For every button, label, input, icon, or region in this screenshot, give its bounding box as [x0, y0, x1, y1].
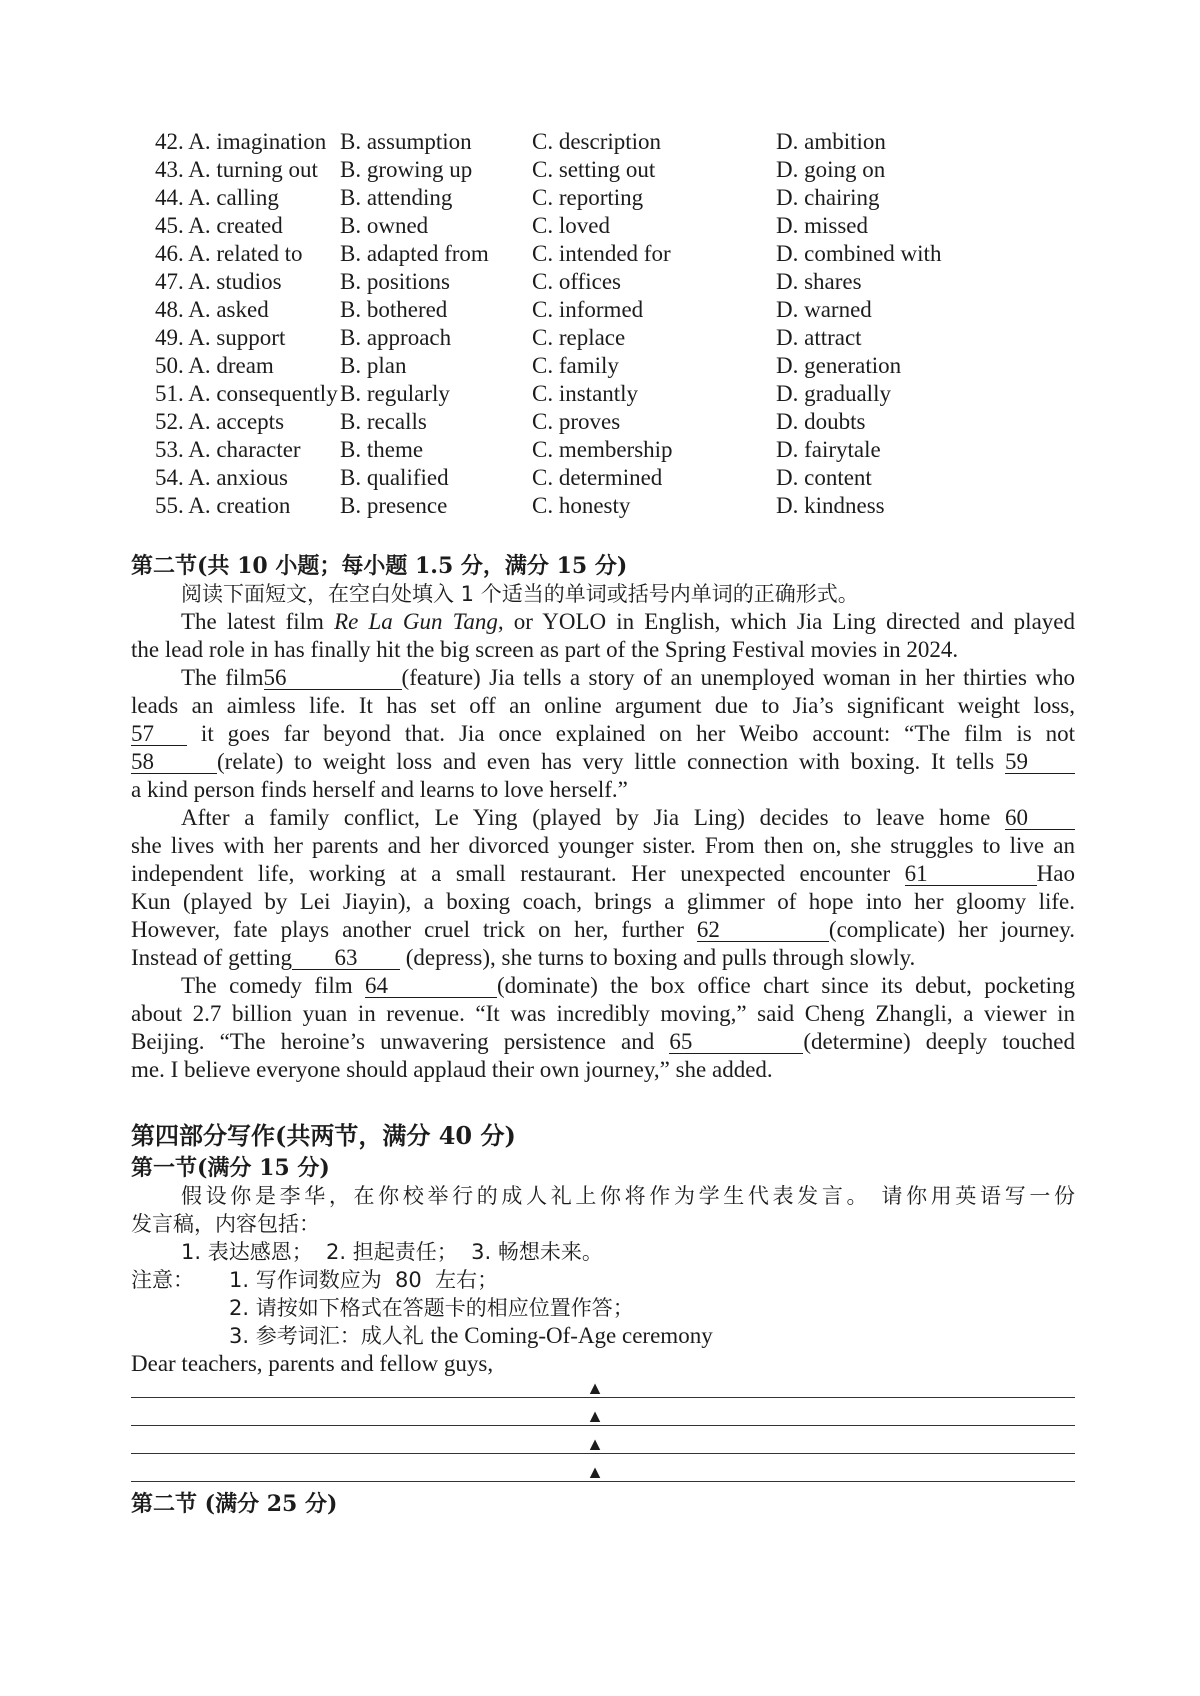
option-a-label: A. asked [188, 297, 269, 322]
option-b[interactable]: B. bothered [340, 297, 448, 322]
option-a[interactable] [155, 408, 340, 436]
option-b[interactable]: B. regularly [340, 381, 450, 406]
passage-line [181, 664, 1075, 692]
passage-text: The film [181, 665, 264, 690]
note-3-en: the Coming-Of-Age ceremony [430, 1323, 713, 1348]
blank-61[interactable]: 61 [905, 863, 1037, 886]
question-number: 48. [155, 297, 184, 322]
option-b[interactable]: B. theme [340, 437, 424, 462]
question-number: 43. [155, 157, 184, 182]
option-d[interactable]: D. gradually [776, 381, 891, 406]
option-b[interactable]: B. positions [340, 269, 450, 294]
option-a[interactable] [155, 240, 340, 268]
passage-text: (feature) Jia tells a story of an unemployed woman in her thirties who [401, 665, 1075, 690]
option-a-label: A. studios [188, 269, 282, 294]
passage-line: the lead role in has finally hit the big screen as part of the Spring Festival movies in 2024. [131, 637, 959, 662]
passage-text: (relate) to weight loss and even has very little connection with boxing. It tells [217, 749, 1005, 774]
passage-line [131, 692, 1075, 720]
part4-heading: 第四部分写作(共两节，满分 40 分) [131, 1121, 516, 1150]
task-text: 假设你是李华，在你校举行的成人礼上你将作为学生代表发言。 请你用英语写一份 [181, 1184, 1075, 1208]
option-c[interactable]: C. determined [532, 465, 663, 490]
option-a[interactable] [155, 352, 340, 380]
option-b[interactable]: B. assumption [340, 129, 472, 154]
option-row [155, 296, 1055, 324]
option-a-label: A. created [188, 213, 283, 238]
passage-text: Kun (played by Lei Jiayin), a boxing coach, brings a glimmer of hope into her gloomy life. [131, 889, 1075, 914]
options-table [155, 128, 1055, 520]
part4-section2-heading: 第二节 (满分 25 分) [131, 1491, 338, 1517]
option-a[interactable] [155, 156, 340, 184]
passage-line [131, 888, 1075, 916]
option-a-label: A. calling [188, 185, 279, 210]
answer-line[interactable] [131, 1453, 1075, 1454]
option-a[interactable] [155, 464, 340, 492]
passage-line [131, 1028, 1075, 1056]
option-a[interactable] [155, 184, 340, 212]
option-b[interactable]: B. presence [340, 493, 448, 518]
triangle-marker-icon: ▲ [586, 1434, 604, 1454]
part4-section1-heading: 第一节(满分 15 分) [131, 1155, 330, 1181]
passage-line: a kind person finds herself and learns to love herself.” [131, 777, 628, 802]
option-a[interactable] [155, 436, 340, 464]
option-d[interactable]: D. ambition [776, 129, 886, 154]
option-c[interactable]: C. offices [532, 269, 622, 294]
passage-text: it goes far beyond that. Jia once explained on her Weibo account: “The film is not [187, 721, 1075, 746]
blank-62[interactable]: 62 [697, 919, 829, 942]
question-number: 53. [155, 437, 184, 462]
option-b[interactable]: B. growing up [340, 157, 473, 182]
option-a-label: A. accepts [188, 409, 285, 434]
triangle-marker-icon: ▲ [586, 1378, 604, 1398]
blank-65[interactable]: 65 [669, 1031, 803, 1054]
option-d[interactable]: D. chairing [776, 185, 880, 210]
question-number: 47. [155, 269, 184, 294]
passage-text: Hao [1036, 861, 1075, 886]
task-line: 发言稿，内容包括： [131, 1212, 320, 1236]
option-d[interactable]: D. going on [776, 157, 886, 182]
answer-line[interactable] [131, 1481, 1075, 1482]
option-row [155, 184, 1055, 212]
option-row [155, 268, 1055, 296]
passage-text: (dominate) the box office chart since its debut, pocketing [496, 973, 1075, 998]
blank-60[interactable]: 60 [1005, 807, 1075, 830]
option-row [155, 464, 1055, 492]
option-c[interactable]: C. intended for [532, 241, 671, 266]
passage-line [131, 832, 1075, 860]
option-c[interactable]: C. replace [532, 325, 626, 350]
option-c[interactable]: C. loved [532, 213, 610, 238]
note-2: 2. 请按如下格式在答题卡的相应位置作答； [229, 1296, 634, 1320]
option-c[interactable]: C. family [532, 353, 619, 378]
passage-text: leads an aimless life. It has set off an online argument due to Jia’s significant weight loss, [131, 693, 1075, 718]
section2-heading: 第二节(共 10 小题；每小题 1.5 分，满分 15 分) [131, 553, 628, 579]
option-a[interactable] [155, 296, 340, 324]
passage-text: Instead of getting [131, 945, 292, 970]
option-b[interactable]: B. qualified [340, 465, 449, 490]
blank-64[interactable]: 64 [365, 975, 497, 998]
option-c[interactable]: C. honesty [532, 493, 631, 518]
option-d[interactable]: D. attract [776, 325, 862, 350]
blank-63[interactable]: 63 [292, 947, 400, 970]
passage-text: However, fate plays another cruel trick on her, further [131, 917, 697, 942]
note-3 [229, 1322, 1173, 1350]
answer-line[interactable] [131, 1397, 1075, 1398]
option-b[interactable]: B. plan [340, 353, 407, 378]
passage-text: (complicate) her journey. [828, 917, 1075, 942]
option-d[interactable]: D. doubts [776, 409, 866, 434]
option-a[interactable] [155, 268, 340, 296]
option-b[interactable]: B. attending [340, 185, 453, 210]
option-row [155, 352, 1055, 380]
answer-line[interactable] [131, 1425, 1075, 1426]
option-b[interactable]: B. approach [340, 325, 452, 350]
option-row [155, 380, 1055, 408]
option-a[interactable] [155, 492, 340, 520]
passage-line [131, 860, 1075, 888]
option-row [155, 128, 1055, 156]
option-row [155, 492, 1055, 520]
blank-59[interactable]: 59 [1005, 751, 1075, 774]
triangle-marker-icon: ▲ [586, 1406, 604, 1426]
question-number: 55. [155, 493, 184, 518]
option-a-label: A. support [188, 325, 286, 350]
section2-instruction: 阅读下面短文，在空白处填入 1 个适当的单词或括号内单词的正确形式。 [181, 582, 859, 606]
option-b[interactable]: B. owned [340, 213, 429, 238]
passage-text: or YOLO in English, which Jia Ling directed and played [503, 609, 1075, 634]
passage-line [181, 608, 1075, 636]
passage-line [131, 720, 1075, 748]
question-number: 49. [155, 325, 184, 350]
passage-line [181, 972, 1075, 1000]
passage-line [131, 748, 1075, 776]
option-c[interactable]: C. membership [532, 437, 673, 462]
passage-text: The comedy film [181, 973, 365, 998]
passage-text: After a family conflict, Le Ying (played by Jia Ling) decides to leave home [181, 805, 1005, 830]
option-c[interactable]: C. setting out [532, 157, 656, 182]
note-3-cn: 3. 参考词汇：成人礼 [229, 1324, 431, 1348]
option-d[interactable]: D. missed [776, 213, 868, 238]
task-line [181, 1182, 1075, 1210]
question-number: 45. [155, 213, 184, 238]
passage-line: me. I believe everyone should applaud their own journey,” she added. [131, 1057, 773, 1082]
question-number: 54. [155, 465, 184, 490]
option-a-label: A. dream [188, 353, 274, 378]
option-b[interactable]: B. recalls [340, 409, 427, 434]
option-a-label: A. character [188, 437, 301, 462]
option-d[interactable]: D. warned [776, 297, 872, 322]
option-a[interactable] [155, 324, 340, 352]
option-a-label: A. related to [188, 241, 303, 266]
passage-text: The latest film [181, 609, 335, 634]
option-b[interactable]: B. adapted from [340, 241, 489, 266]
option-row [155, 408, 1055, 436]
blank-57[interactable]: 57 [131, 723, 187, 746]
note-label: 注意： [131, 1268, 194, 1292]
option-d[interactable]: D. combined with [776, 241, 942, 266]
option-a-label: A. turning out [188, 157, 318, 182]
blank-56[interactable]: 56 [264, 667, 402, 690]
question-number: 51. [155, 381, 184, 406]
passage-line [131, 944, 1075, 972]
option-d[interactable]: D. fairytale [776, 437, 881, 462]
salutation: Dear teachers, parents and fellow guys, [131, 1351, 494, 1376]
question-number: 42. [155, 129, 184, 154]
option-d[interactable]: D. generation [776, 353, 902, 378]
passage-text: about 2.7 billion yuan in revenue. “It was incredibly moving,” said Cheng Zhangli, a viewer in [131, 1001, 1075, 1026]
option-c[interactable]: C. instantly [532, 381, 639, 406]
task-points: 1. 表达感恩； 2. 担起责任； 3. 畅想未来。 [181, 1240, 603, 1264]
passage-text: (determine) deeply touched [803, 1029, 1076, 1054]
option-a-label: A. imagination [188, 129, 327, 154]
option-d[interactable]: D. content [776, 465, 872, 490]
question-number: 46. [155, 241, 184, 266]
blank-58[interactable]: 58 [131, 751, 217, 774]
question-number: 44. [155, 185, 184, 210]
option-a[interactable] [155, 128, 340, 156]
option-row [155, 212, 1055, 240]
option-a[interactable] [155, 212, 340, 240]
passage-line [131, 1000, 1075, 1028]
option-row [155, 156, 1055, 184]
option-a-label: A. anxious [188, 465, 288, 490]
note-1: 1. 写作词数应为 80 左右； [229, 1268, 499, 1292]
option-row [155, 240, 1055, 268]
option-c[interactable]: C. informed [532, 297, 644, 322]
question-number: 52. [155, 409, 184, 434]
film-title: Re La Gun Tang, [334, 609, 504, 634]
option-a-label: A. consequently [188, 381, 338, 406]
option-c[interactable]: C. proves [532, 409, 621, 434]
question-number: 50. [155, 353, 184, 378]
passage-text: (depress), she turns to boxing and pulls through slowly. [399, 945, 916, 970]
triangle-marker-icon: ▲ [586, 1462, 604, 1482]
option-c[interactable]: C. description [532, 129, 662, 154]
option-a-label: A. creation [188, 493, 291, 518]
passage-line [131, 916, 1075, 944]
option-row [155, 324, 1055, 352]
passage-text: independent life, working at a small restaurant. Her unexpected encounter [131, 861, 905, 886]
passage-line [181, 804, 1075, 832]
option-d[interactable]: D. kindness [776, 493, 885, 518]
option-c[interactable]: C. reporting [532, 185, 644, 210]
option-a[interactable] [155, 380, 340, 408]
passage-text: Beijing. “The heroine’s unwavering persistence and [131, 1029, 670, 1054]
option-row [155, 436, 1055, 464]
option-d[interactable]: D. shares [776, 269, 862, 294]
passage-text: she lives with her parents and her divorced younger sister. From then on, she struggles to live an [131, 833, 1075, 858]
